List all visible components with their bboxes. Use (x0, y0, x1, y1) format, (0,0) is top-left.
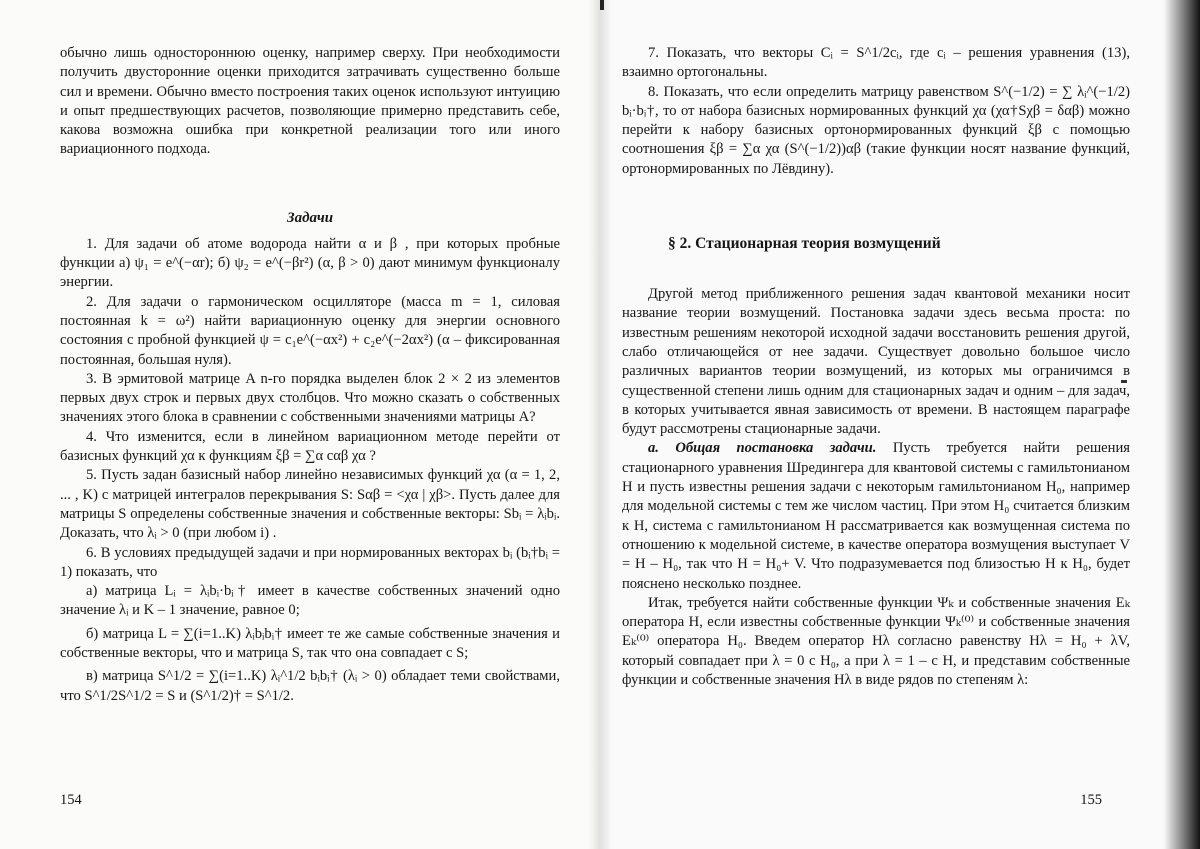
page-number-left: 154 (60, 792, 82, 808)
problems-heading: Задачи (286, 209, 334, 226)
left-intro-paragraph: обычно лишь одностороннюю оценку, например сверху. При необходимости получить двусторонние оценки приходится затрачивать существенно больше сил и времени. Обычно вместо построения таких оценок используют интуицию и опыт предшествующих расчетов, позволяющие примерно представить себе, какова возможна ошибка при конкретной реализации того или иного вариационного подхода. (60, 45, 560, 158)
scan-right-edge-shadow (1164, 0, 1200, 849)
subsection-label: а. Общая постановка задачи. (648, 440, 877, 457)
problem-6-item-c: в) матрица S^1/2 = ∑(i=1..K) λᵢ^1/2 bᵢbᵢ† (λᵢ > 0) обладает теми свойствами, что S^1/2S^1/2 = S и (S^1/2)† = S^1/2. (60, 668, 560, 704)
scan-edge-mark (600, 0, 604, 10)
book-gutter-shadow (588, 0, 612, 849)
problem-1: 1. Для задачи об атоме водорода найти α и β , при которых пробные функции а) ψ₁ = e^(−αr); б) ψ₂ = e^(−βr²) (α, β > 0) дают минимум функционалу энергии. (60, 235, 560, 291)
problem-6: 6. В условиях предыдущей задачи и при нормированных векторах bᵢ (bᵢ†bᵢ = 1) показать, что (60, 544, 560, 580)
right-page (600, 0, 1200, 849)
page-number-right: 155 (1080, 792, 1102, 808)
section-paragraph-1: Другой метод приближенного решения задач квантовой механики носит название теории возмущений. Постановка задачи здесь весьма проста: по известным решениям некоторой исходной задачи восстановить решения другой, слабо отличающейся от нее задачи. Существует довольно большое число различных вариантов теории возмущений, из которых мы ограничимся в существенной степени лишь одним для стационарных задач и одним – для задач, в которых учитывается явная зависимость от времени. В настоящем параграфе будут рассмотрены стационарные задачи. (622, 286, 1130, 438)
problem-3: 3. В эрмитовой матрице A n-го порядка выделен блок 2 × 2 из элементов первых двух строк и первых двух столбцов. Что можно сказать о собственных значениях этого блока в сравнении с собственными значениями матрицы A? (60, 370, 560, 426)
problem-5: 5. Пусть задан базисный набор линейно независимых функций χα (α = 1, 2, ... , K) с матрицей интегралов перекрывания S: Sαβ = <χα | χβ>. Пусть далее для матрицы S определены собственные значения и собственные векторы: Sbᵢ = λᵢbᵢ. Доказать, что λᵢ > 0 (при любом i) . (60, 467, 560, 542)
problem-2: 2. Для задачи о гармоническом осцилляторе (масса m = 1, силовая постоянная k = ω²) найти вариационную оценку для энергии основного состояния с пробной функцией ψ = c₁e^(−αx²) + c₂e^(−2αx²) (α – фиксированная постоянная, большая нуля). (60, 293, 560, 368)
problem-8: 8. Показать, что если определить матрицу равенством S^(−1/2) = ∑ λᵢ^(−1/2) bᵢ·bᵢ†, то от набора базисных нормированных функций χα (χα†Sχβ = δαβ) можно перейти к набору базисных ортонормированных функций ξβ с помощью соотношения ξβ = ∑α χα (S^(−1/2))αβ (такие функции носят название функций, ортонормированных по Лёвдину). (622, 83, 1130, 177)
section-paragraph-2 (622, 439, 1130, 593)
problem-6-item-a: а) матрица Lᵢ = λᵢbᵢ·bᵢ† имеет в качестве собственных значений одно значение λᵢ и K – 1 значение, равное 0; (60, 583, 560, 619)
problem-7: 7. Показать, что векторы Cᵢ = S^1/2cᵢ, где cᵢ – решения уравнения (13), взаимно ортогональны. (622, 45, 1130, 81)
problem-4: 4. Что изменится, если в линейном вариационном методе перейти от базисных функций χα к функциям ξβ = ∑α cαβ χα ? (60, 428, 560, 465)
scan-dash-mark (1121, 380, 1127, 383)
subsection-text: Пусть требуется найти решения стационарного уравнения Шредингера для квантовой системы с гамильтонианом H и пусть известны решения задачи с некоторым гамильтонианом H₀, например для модельной системы с тем же числом частиц. При этом H₀ считается близким к H, система с гамильтонианом H рассматривается как возмущенная система по отношению к модельной системе, в качестве оператора возмущения выступает V = H – H₀, так что H = H₀+ V. Что подразумевается под близостью H к H₀, будет пояснено несколько позднее. (622, 440, 1130, 592)
problem-6-item-b: б) матрица L = ∑(i=1..K) λᵢbᵢbᵢ† имеет те же самые собственные значения и собственные векторы, что и матрица S, так что она совпадает с S; (60, 625, 560, 662)
section-title: § 2. Стационарная теория возмущений (668, 235, 941, 253)
section-paragraph-3: Итак, требуется найти собственные функции Ψₖ и собственные значения Eₖ оператора H, если известны собственные функции Ψₖ⁽⁰⁾ и собственные значения Eₖ⁽⁰⁾ оператора H₀. Введем оператор Hλ согласно равенству Hλ = H₀ + λV, который совпадает при λ = 0 с H₀, а при λ = 1 – с H, и представим собственные функции и собственные значения Hλ в виде рядов по степеням λ: (622, 594, 1130, 689)
